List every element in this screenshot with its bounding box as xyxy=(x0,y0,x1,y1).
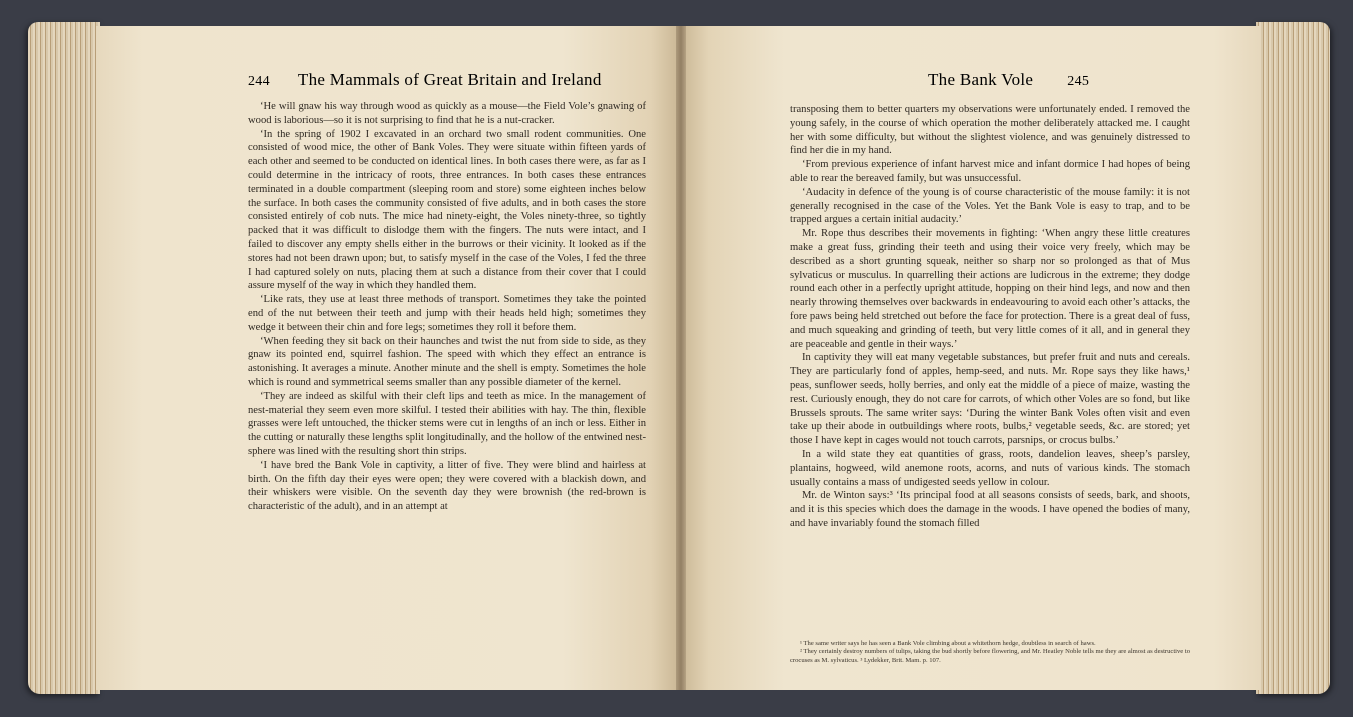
left-paragraph: ‘In the spring of 1902 I excavated in an orchard two small rodent communities. One consisted of wood mice, the other of Bank Voles. They were situate within fifteen yards of each other and seemed to be conducted on identical lines. In both cases there were, as far as I could determine in the intricacy of roots, three entrances. In both cases these entrances terminated in a double compartment (sleeping room and store) some eighteen inches below the surface. In both cases the community consisted of five adults, and in both cases the store consisted entirely of cob nuts. The mice had ninety-eight, the Voles ninety-three, so tightly packed that it was difficult to dislodge them with the fingers. The nuts were intact, and I failed to discover any empty shells either in the burrows or their vicinity. It looked as if the stores had not been drawn upon; but, to satisfy myself in the case of the Voles, I fed the three I had captured solely on nuts, placing them at such a distance from their cover that I could assure myself of the way in which they handled them. xyxy=(248,128,646,292)
right-paragraph: Mr. de Winton says:³ ‘Its principal food at all seasons consists of seeds, bark, and shoots, and it is this species which does the damage in the woods. I have opened the bodies of many, and have invariably found the stomach filled xyxy=(790,490,1190,529)
left-page-number: 244 xyxy=(248,74,270,89)
left-page-edges xyxy=(28,22,100,694)
right-running-head xyxy=(928,70,1089,90)
right-paragraph: transposing them to better quarters my observations were unfortunately ended. I removed the young safely, in the course of which operation the mother deliberately attacked me. I caught her with some difficulty, but without the slightest violence, and was genuinely distressed to find her die in my hand. xyxy=(790,104,1190,157)
footnote: ¹ The same writer says he has seen a Bank Vole climbing about a whitethorn hedge, doubtless in search of haws. xyxy=(800,640,1096,647)
right-body-text xyxy=(790,103,1190,531)
right-page-number: 245 xyxy=(1067,74,1090,89)
left-paragraph: ‘Like rats, they use at least three methods of transport. Sometimes they take the pointed end of the nut between their teeth and jump with their heads held high; sometimes they wedge it between their chin and fore legs; sometimes they roll it before them. xyxy=(248,294,646,333)
right-footnotes xyxy=(790,640,1190,665)
right-page-title: The Bank Vole xyxy=(928,70,1034,89)
left-paragraph: ‘He will gnaw his way through wood as quickly as a mouse—the Field Vole’s gnawing of wood is laborious—so it is not surprising to find that he is a nut-cracker. xyxy=(248,101,646,126)
right-paragraph: Mr. Rope thus describes their movements in fighting: ‘When angry these little creatures make a great fuss, grinding their teeth and using their voice very freely, which may be described as a short grunting squeak, neither so sharp nor so prolonged as that of Mus sylvaticus or musculus. In quarrelling their actions are ludicrous in the extreme; they dodge round each other in a perfectly upright attitude, hopping on their hind legs, and now and then nearly throwing themselves over backwards in endeavouring to avoid each other’s attacks, the fore paws being held stretched out before the face for protection. There is a great deal of fuss, and much squeaking and grinding of teeth, but very little comes of it all, and in general they are peaceable and gentle in their ways.’ xyxy=(790,228,1190,350)
left-running-head xyxy=(248,70,602,90)
left-page-title: The Mammals of Great Britain and Ireland xyxy=(297,70,602,89)
right-paragraph: In a wild state they eat quantities of grass, roots, dandelion leaves, sheep’s parsley, plantains, hogweed, wild anemone roots, acorns, and nuts of various kinds. The stomach usually contains a mass of undigested seeds yellow in colour. xyxy=(790,448,1190,488)
left-paragraph: ‘When feeding they sit back on their haunches and twist the nut from side to side, as they gnaw its pointed end, squirrel fashion. The speed with which they effect an entrance is astonishing. It averages a minute. Another minute and the shell is empty. Sometimes the hole which is round and symmetrical seems smaller than any possible diameter of the kernel. xyxy=(248,335,646,388)
right-paragraph: In captivity they will eat many vegetable substances, but prefer fruit and nuts and cereals. They are particularly fond of apples, hemp-seed, and nuts. Mr. Rope says they like haws,¹ peas, sunflower seeds, holly berries, and only eat the middle of a piece of maize, wasting the rest. Curiously enough, they do not care for carrots, of which other Voles are so fond, but like Brussels sprouts. The same writer says: ‘During the winter Bank Voles often visit and even take up their abode in outbuildings where roots, bulbs,² vegetable seeds, &c. are stored; yet those I have kept in cages would not touch carrots, parsnips, or crocus bulbs.’ xyxy=(790,352,1190,447)
footnote: ² They certainly destroy numbers of tulips, taking the bud shortly before flowering, and Mr. Heatley Noble tells me they are almost as destructive to crocuses as M. sylvaticus. ³ Lydekker, Brit. Mam. p. 107. xyxy=(790,648,1190,664)
right-paragraph: ‘From previous experience of infant harvest mice and infant dormice I had hopes of being able to rear the bereaved family, but was unsuccessful. xyxy=(790,159,1190,184)
left-paragraph: ‘They are indeed as skilful with their cleft lips and teeth as mice. In the management of nest-material they seem even more skilful. I tested their abilities with hay. The thin, flexible grasses were left untouched, the thicker stems were cut in lengths of an inch or less. Either in the cutting or naturally these lengths split longitudinally, and the hollow of the entwined nest-sphere was lined with the resulting short thin strips. xyxy=(248,390,646,457)
right-page-edges xyxy=(1256,22,1330,694)
left-paragraph: ‘I have bred the Bank Vole in captivity, a litter of five. They were blind and hairless at birth. On the fifth day their eyes were open; they were covered with a blackish down, and their whiskers were visible. On the seventh day they were brownish (the red-brown is characteristic of the adult), and in an attempt at xyxy=(248,459,646,513)
left-body-text xyxy=(248,100,646,514)
right-paragraph: ‘Audacity in defence of the young is of course characteristic of the mouse family: it is not generally recognised in the case of the Voles. Yet the Bank Vole is easy to trap, and to be trapped argues a certain initial audacity.’ xyxy=(790,186,1190,226)
book-gutter xyxy=(676,26,686,690)
